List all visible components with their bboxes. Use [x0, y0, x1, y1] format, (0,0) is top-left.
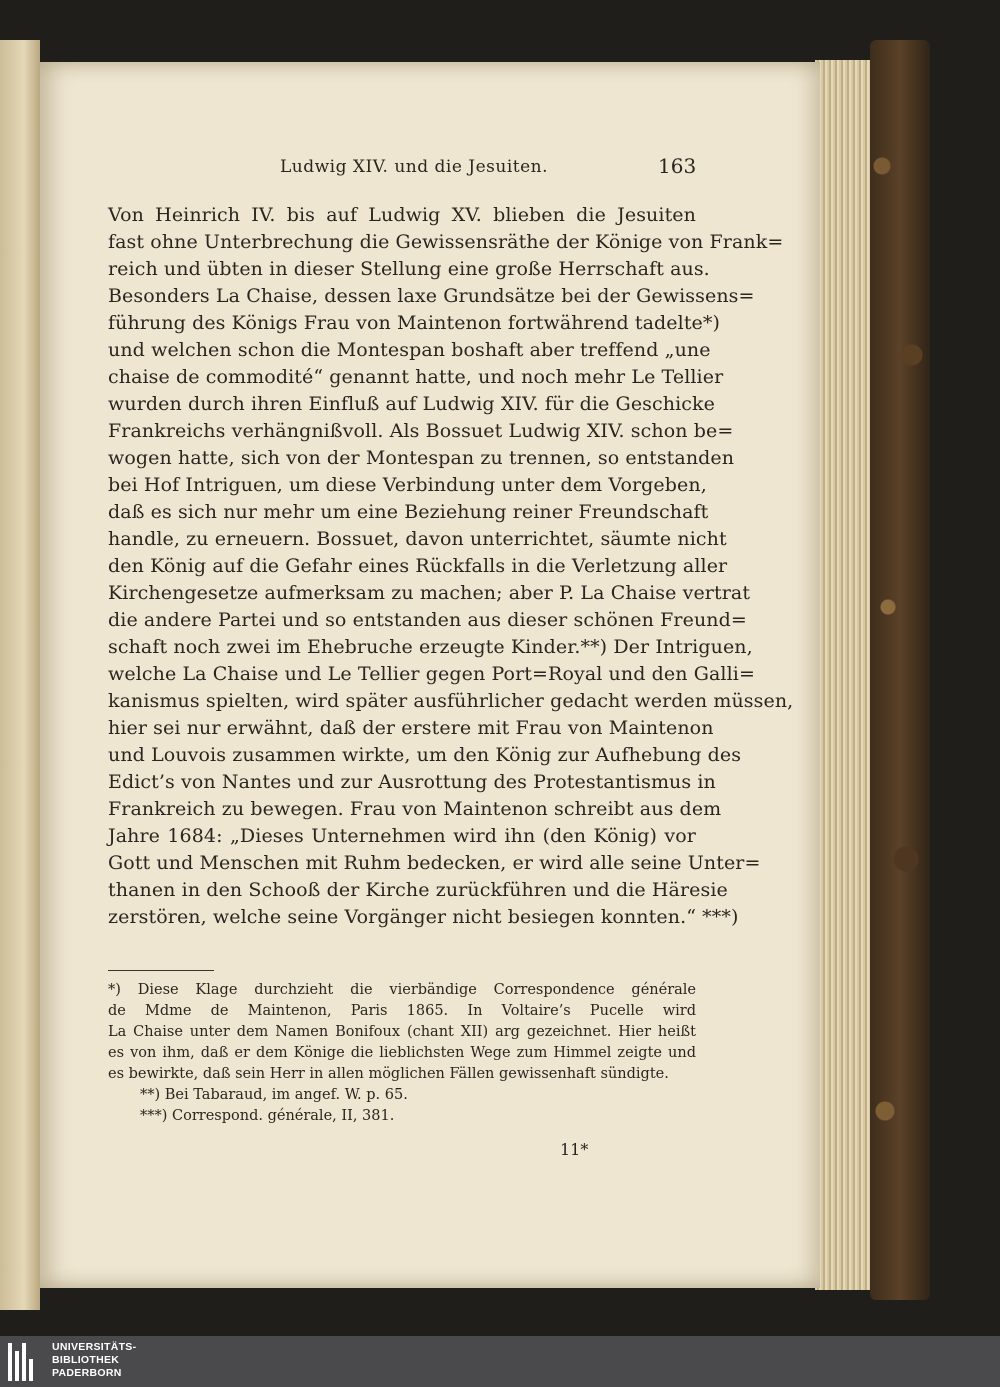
library-name [52, 1341, 136, 1380]
printer-signature-mark: 11* [560, 1140, 589, 1159]
text-line: chaise de commodité“ genannt hatte, und noch mehr Le Tellier [108, 366, 724, 388]
footnote-3: ***) Correspond. générale, II, 381. [140, 1108, 395, 1124]
text-line: wurden durch ihren Einfluß auf Ludwig XIV. für die Geschicke [108, 393, 715, 415]
text-line: reich und übten in dieser Stellung eine große Herrschaft aus. [108, 258, 710, 280]
footnote-2: **) Bei Tabaraud, im angef. W. p. 65. [140, 1087, 408, 1103]
text-line: Edict’s von Nantes und zur Ausrottung des Protestantismus in [108, 771, 716, 793]
library-footer-bar [0, 1336, 1000, 1387]
library-name-line-1: UNIVERSITÄTS- [52, 1341, 137, 1353]
footnote-line: es von ihm, daß er dem Könige die lieblichsten Wege zum Himmel zeigte und [108, 1045, 696, 1061]
text-line: zerstören, welche seine Vorgänger nicht besiegen konnten.“ ***) [108, 906, 739, 928]
running-head: Ludwig XIV. und die Jesuiten. [280, 157, 549, 177]
footnotes [108, 980, 696, 1127]
text-line: Gott und Menschen mit Ruhm bedecken, er wird alle seine Unter= [108, 852, 761, 874]
footnote-rule [108, 970, 214, 971]
text-line: bei Hof Intriguen, um diese Verbindung unter dem Vorgeben, [108, 474, 707, 496]
page-block-edge [815, 60, 877, 1290]
text-line: Frankreich zu bewegen. Frau von Maintenon schreibt aus dem [108, 798, 722, 820]
library-name-line-3: PADERBORN [52, 1367, 122, 1379]
footnote-line: de Mdme de Maintenon, Paris 1865. In Voltaire’s Pucelle wird [108, 1003, 696, 1019]
text-line: fast ohne Unterbrechung die Gewissensräthe der Könige von Frank= [108, 231, 784, 253]
footnote-line: *) Diese Klage durchzieht die vierbändige Correspondence générale [108, 982, 696, 998]
text-line: Jahre 1684: „Dieses Unternehmen wird ihn (den König) vor [108, 825, 696, 847]
library-logo-icon [8, 1343, 42, 1381]
text-line: Von Heinrich IV. bis auf Ludwig XV. blieben die Jesuiten [108, 204, 696, 226]
marbled-cover-board [870, 40, 930, 1300]
footnote-line: es bewirkte, daß sein Herr in allen möglichen Fällen gewissenhaft sündigte. [108, 1066, 669, 1082]
text-line: wogen hatte, sich von der Montespan zu trennen, so entstanden [108, 447, 735, 469]
text-line: Frankreichs verhängnißvoll. Als Bossuet Ludwig XIV. schon be= [108, 420, 734, 442]
book-page [40, 62, 820, 1288]
text-line: Besonders La Chaise, dessen laxe Grundsätze bei der Gewissens= [108, 285, 755, 307]
text-line: welche La Chaise und Le Tellier gegen Port=Royal und den Galli= [108, 663, 755, 685]
text-line: den König auf die Gefahr eines Rückfalls in die Verletzung aller [108, 555, 728, 577]
text-line: hier sei nur erwähnt, daß der erstere mit Frau von Maintenon [108, 717, 714, 739]
text-line: und Louvois zusammen wirkte, um den König zur Aufhebung des [108, 744, 742, 766]
text-line: daß es sich nur mehr um eine Beziehung reiner Freundschaft [108, 501, 709, 523]
text-line: führung des Königs Frau von Maintenon fortwährend tadelte*) [108, 312, 721, 334]
library-name-line-2: BIBLIOTHEK [52, 1354, 120, 1366]
text-line: handle, zu erneuern. Bossuet, davon unterrichtet, säumte nicht [108, 528, 727, 550]
text-line: thanen in den Schooß der Kirche zurückführen und die Häresie [108, 879, 728, 901]
text-line: schaft noch zwei im Ehebruche erzeugte Kinder.**) Der Intriguen, [108, 636, 753, 658]
text-line: und welchen schon die Montespan boshaft aber treffend „une [108, 339, 711, 361]
left-page-edge [0, 40, 40, 1310]
text-line: die andere Partei und so entstanden aus dieser schönen Freund= [108, 609, 747, 631]
text-line: kanismus spielten, wird später ausführlicher gedacht werden müssen, [108, 690, 794, 712]
body-text [108, 202, 794, 931]
text-line: Kirchengesetze aufmerksam zu machen; aber P. La Chaise vertrat [108, 582, 751, 604]
page-number: 163 [658, 154, 697, 178]
footnote-line: La Chaise unter dem Namen Bonifoux (chant XII) arg gezeichnet. Hier heißt [108, 1024, 696, 1040]
